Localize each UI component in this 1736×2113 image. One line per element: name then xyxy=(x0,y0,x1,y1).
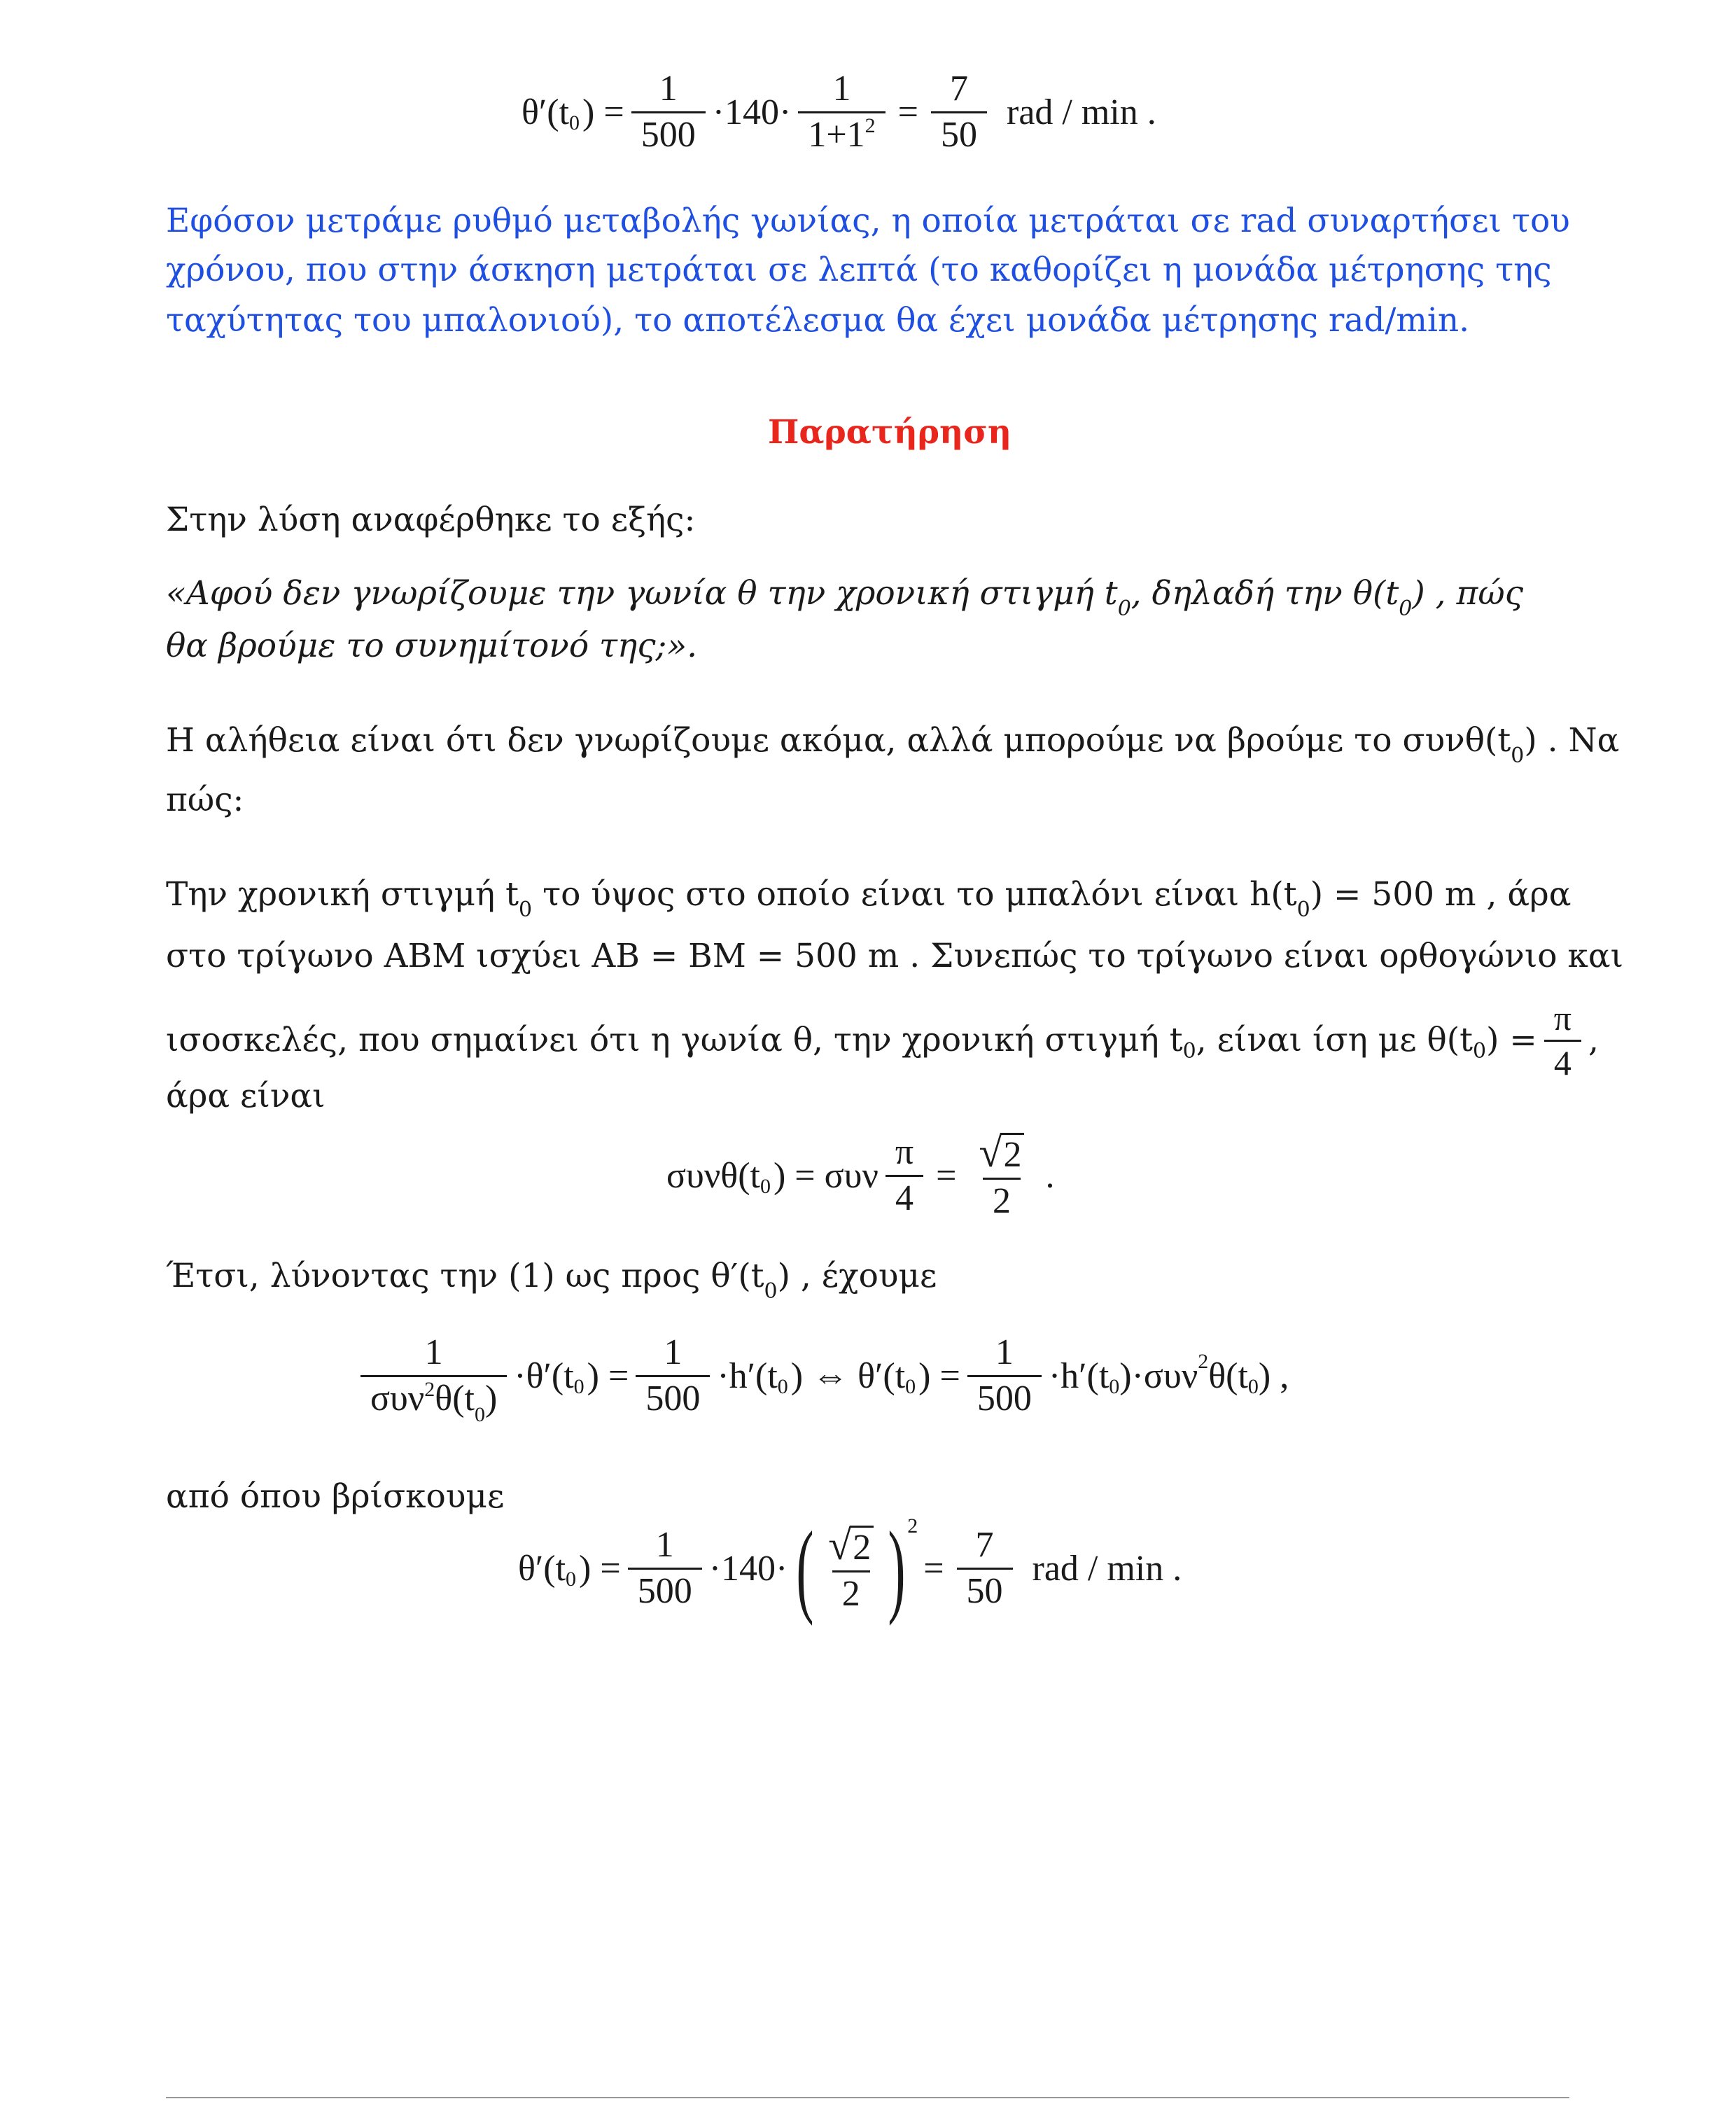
equation-middle: $\frac{1}{\sigma\upsilon\nu^2\theta(t_0)}$ ·θ′(t 0 ) = $\frac{1}{500}$ ·h′(t 0 ) ⇔ θ′(t 0 ) = $\frac{1}{500}$ ·h′(t 0 )·συν 2 θ(t 0 ) , xyxy=(354,1334,1289,1418)
blue-paragraph-line-3: ταχύτητας του μπαλονιού), το αποτέλεσμα θα έχει μονάδα μέτρησης rad/min. xyxy=(166,301,1470,340)
section-heading: Παρατήρηση xyxy=(768,413,1012,452)
fraction: $\frac{\pi}{4}$ xyxy=(1544,1000,1581,1081)
paragraph-3-line-2: στο τρίγωνο ΑΒΜ ισχύει ΑΒ = ΒΜ = 500 m . Συνεπώς το τρίγωνο είναι ορθογώνιο και xyxy=(166,937,1624,975)
fraction: $\frac{7}{50}$ xyxy=(957,1526,1013,1610)
left-parenthesis: ( xyxy=(796,1510,814,1626)
square-root: √ 2 xyxy=(828,1523,874,1568)
equation-cos: συνθ(t 0 ) = συν $\frac{\pi}{4}$ = √ 2 2 . xyxy=(666,1129,1055,1221)
quote-line-2: θα βρούμε το συνημίτονό της;». xyxy=(166,627,698,665)
fraction: $\frac{1}{\sigma\upsilon\nu^2\theta(t_0)}$ xyxy=(360,1334,507,1418)
paragraph-4: Έτσι, λύνοντας την (1) ως προς $\theta'(t_0)$ , έχουμε xyxy=(166,1257,937,1304)
fraction: √ 2 2 xyxy=(969,1131,1035,1221)
equation-top: θ′(t 0 ) = $\frac{1}{500}$ ·140· $\frac{1}{1+1^2}$ = $\frac{7}{50}$ rad / min . xyxy=(522,69,1156,155)
equation-bottom: θ′(t 0 ) = $\frac{1}{500}$ ·140· ( √ 2 2 ) 2 = $\frac{7}{50}$ rad / min . xyxy=(518,1510,1182,1626)
fraction: $\frac{1}{500}$ xyxy=(636,1334,710,1418)
eq-top-lhs: θ′(t xyxy=(522,92,570,132)
blue-paragraph-line-1: Εφόσον μετράμε ρυθμό μεταβολής γωνίας, η οποία μετράται σε rad συναρτήσει του xyxy=(166,202,1570,240)
fraction: $\frac{1}{500}$ xyxy=(631,70,706,154)
square-root: √ 2 xyxy=(979,1131,1025,1175)
fraction: $\frac{1}{500}$ xyxy=(967,1334,1042,1418)
fraction: $\frac{1}{1+1^2}$ xyxy=(798,70,885,154)
fraction: $\frac{7}{50}$ xyxy=(931,70,987,154)
fraction: √ 2 2 xyxy=(818,1523,883,1614)
intro-text: Στην λύση αναφέρθηκε το εξής: xyxy=(166,501,696,539)
paragraph-5: από όπου βρίσκουμε xyxy=(166,1477,505,1516)
paragraph-2-line-1: Η αλήθεια είναι ότι δεν γνωρίζουμε ακόμα, αλλά μπορούμε να βρούμε το $\sigma\upsilon\nu\theta(t_0)$ . Να xyxy=(166,721,1620,768)
fraction: $\frac{\pi}{4}$ xyxy=(886,1134,923,1218)
footer-divider xyxy=(166,2097,1569,2098)
paragraph-3-line-4: άρα είναι xyxy=(166,1077,326,1115)
paragraph-3-line-1: Την χρονική στιγμή $t_0$ το ύψος στο οποίο είναι το μπαλόνι είναι $h(t_0) = 500$ m , άρα xyxy=(166,875,1572,922)
paragraph-3-line-3: ισοσκελές, που σημαίνει ότι η γωνία θ, την χρονική στιγμή t 0 , είναι ίση με θ(t 0 ) = $\frac{\pi}{4}$ , xyxy=(166,998,1599,1082)
paragraph-2-line-2: πώς: xyxy=(166,781,244,819)
quote-line-1: «Αφού δεν γνωρίζουμε την γωνία θ την χρονική στιγμή $t_0$, δηλαδή την $\theta(t_0)$ , πώς xyxy=(166,574,1524,621)
blue-paragraph-line-2: χρόνου, που στην άσκηση μετράται σε λεπτά (το καθορίζει η μονάδα μέτρησης της xyxy=(166,251,1552,289)
fraction: $\frac{1}{500}$ xyxy=(628,1526,702,1610)
right-parenthesis: ) xyxy=(888,1510,906,1626)
